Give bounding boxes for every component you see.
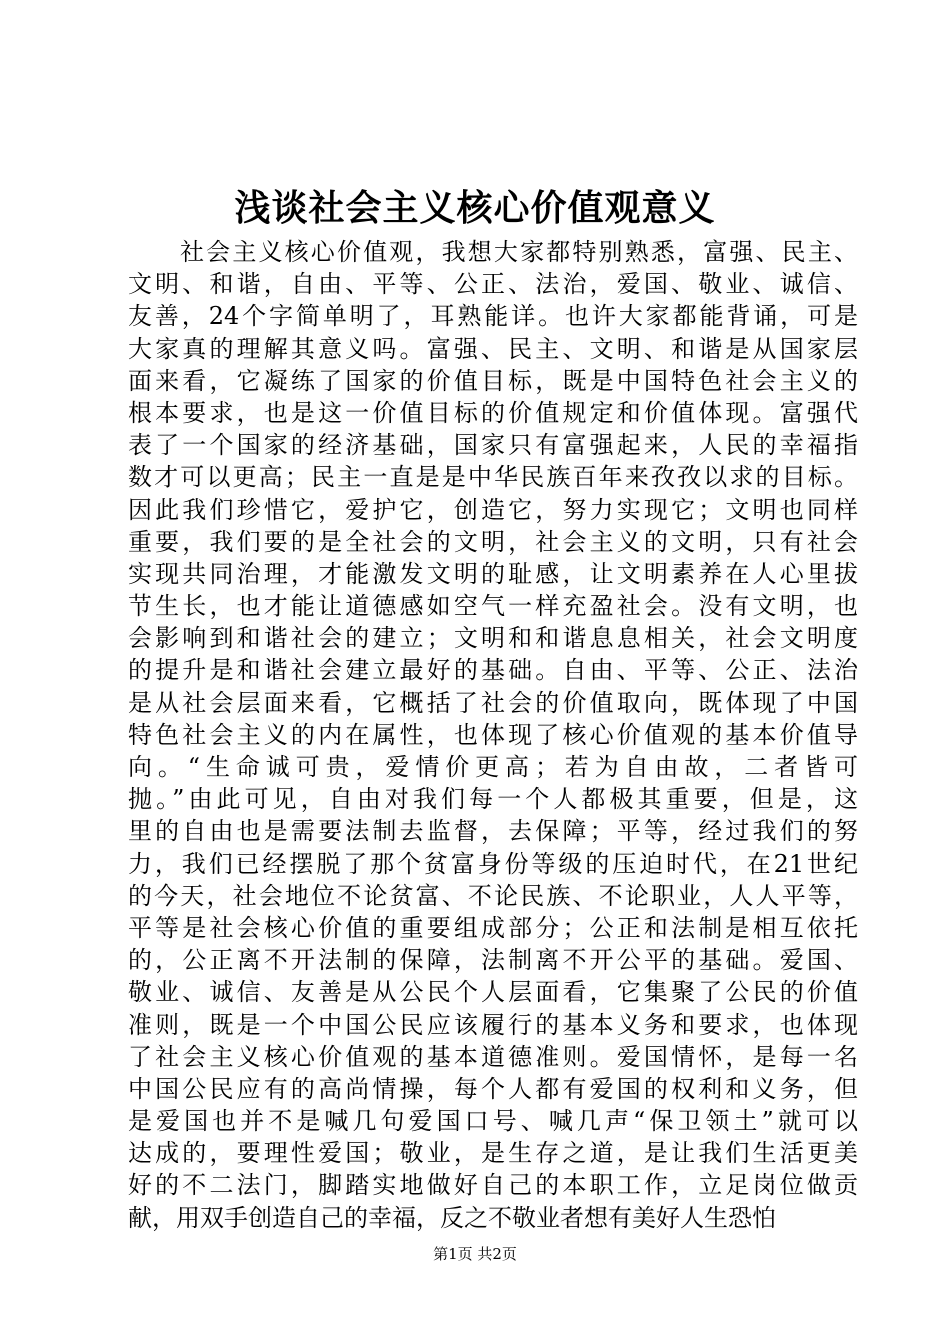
paragraph-line: 是爱国也并不是喊几句爱国口号、喊几声“保卫领土”就可以	[128, 1107, 858, 1136]
paragraph-line: 实现共同治理，才能激发文明的耻感，让文明素养在人心里拔	[128, 559, 858, 588]
paragraph-line: 是从社会层面来看，它概括了社会的价值取向，既体现了中国	[128, 688, 858, 717]
paragraph-line: 准则，既是一个中国公民应该履行的基本义务和要求，也体现	[128, 1010, 858, 1039]
paragraph-line: 抛。”由此可见，自由对我们每一个人都极其重要，但是，这	[128, 785, 858, 814]
paragraph-line: 重要，我们要的是全社会的文明，社会主义的文明，只有社会	[128, 527, 858, 556]
paragraph-line: 献，用双手创造自己的幸福，反之不敬业者想有美好人生恐怕	[128, 1203, 776, 1232]
paragraph-line: 大家真的理解其意义吗。富强、民主、文明、和谐是从国家层	[128, 334, 858, 363]
page-footer: 第1页 共2页	[433, 1245, 517, 1263]
paragraph-line: 友善，24个字简单明了，耳熟能详。也许大家都能背诵，可是	[128, 302, 858, 331]
paragraph-line: 好的不二法门，脚踏实地做好自己的本职工作，立足岗位做贡	[128, 1171, 858, 1200]
paragraph-line: 平等是社会核心价值的重要组成部分；公正和法制是相互依托	[128, 913, 858, 942]
paragraph-line: 社会主义核心价值观，我想大家都特别熟悉，富强、民主、	[180, 238, 858, 266]
paragraph-line: 根本要求，也是这一价值目标的价值规定和价值体现。富强代	[128, 398, 858, 427]
paragraph-line: 面来看，它凝练了国家的价值目标，既是中国特色社会主义的	[128, 366, 858, 395]
paragraph-line: 的今天，社会地位不论贫富、不论民族、不论职业，人人平等，	[128, 881, 858, 910]
body-paragraph	[128, 236, 858, 1234]
paragraph-line: 会影响到和谐社会的建立；文明和和谐息息相关，社会文明度	[128, 624, 858, 653]
paragraph-line: 因此我们珍惜它，爱护它，创造它，努力实现它；文明也同样	[128, 495, 858, 524]
paragraph-line: 力，我们已经摆脱了那个贫富身份等级的压迫时代，在21世纪	[128, 849, 858, 878]
paragraph-line: 数才可以更高；民主一直是是中华民族百年来孜孜以求的目标。	[128, 463, 858, 492]
paragraph-line: 节生长，也才能让道德感如空气一样充盈社会。没有文明，也	[128, 592, 858, 621]
paragraph-line: 达成的，要理性爱国；敬业，是生存之道，是让我们生活更美	[128, 1139, 858, 1168]
paragraph-line: 文明、和谐，自由、平等、公正、法治，爱国、敬业、诚信、	[128, 270, 858, 299]
paragraph-line: 敬业、诚信、友善是从公民个人层面看，它集聚了公民的价值	[128, 978, 858, 1007]
paragraph-line: 特色社会主义的内在属性，也体现了核心价值观的基本价值导	[128, 720, 858, 749]
document-title: 浅谈社会主义核心价值观意义	[234, 187, 716, 229]
paragraph-line: 了社会主义核心价值观的基本道德准则。爱国情怀，是每一名	[128, 1042, 858, 1071]
paragraph-line: 向。“生命诚可贵，爱情价更高；若为自由故，二者皆可	[128, 753, 858, 781]
paragraph-line: 里的自由也是需要法制去监督，去保障；平等，经过我们的努	[128, 817, 858, 846]
paragraph-line: 表了一个国家的经济基础，国家只有富强起来，人民的幸福指	[128, 431, 858, 460]
paragraph-line: 的，公正离不开法制的保障，法制离不开公平的基础。爱国、	[128, 946, 858, 975]
paragraph-line: 的提升是和谐社会建立最好的基础。自由、平等、公正、法治	[128, 656, 858, 685]
paragraph-line: 中国公民应有的高尚情操，每个人都有爱国的权利和义务，但	[128, 1074, 858, 1103]
